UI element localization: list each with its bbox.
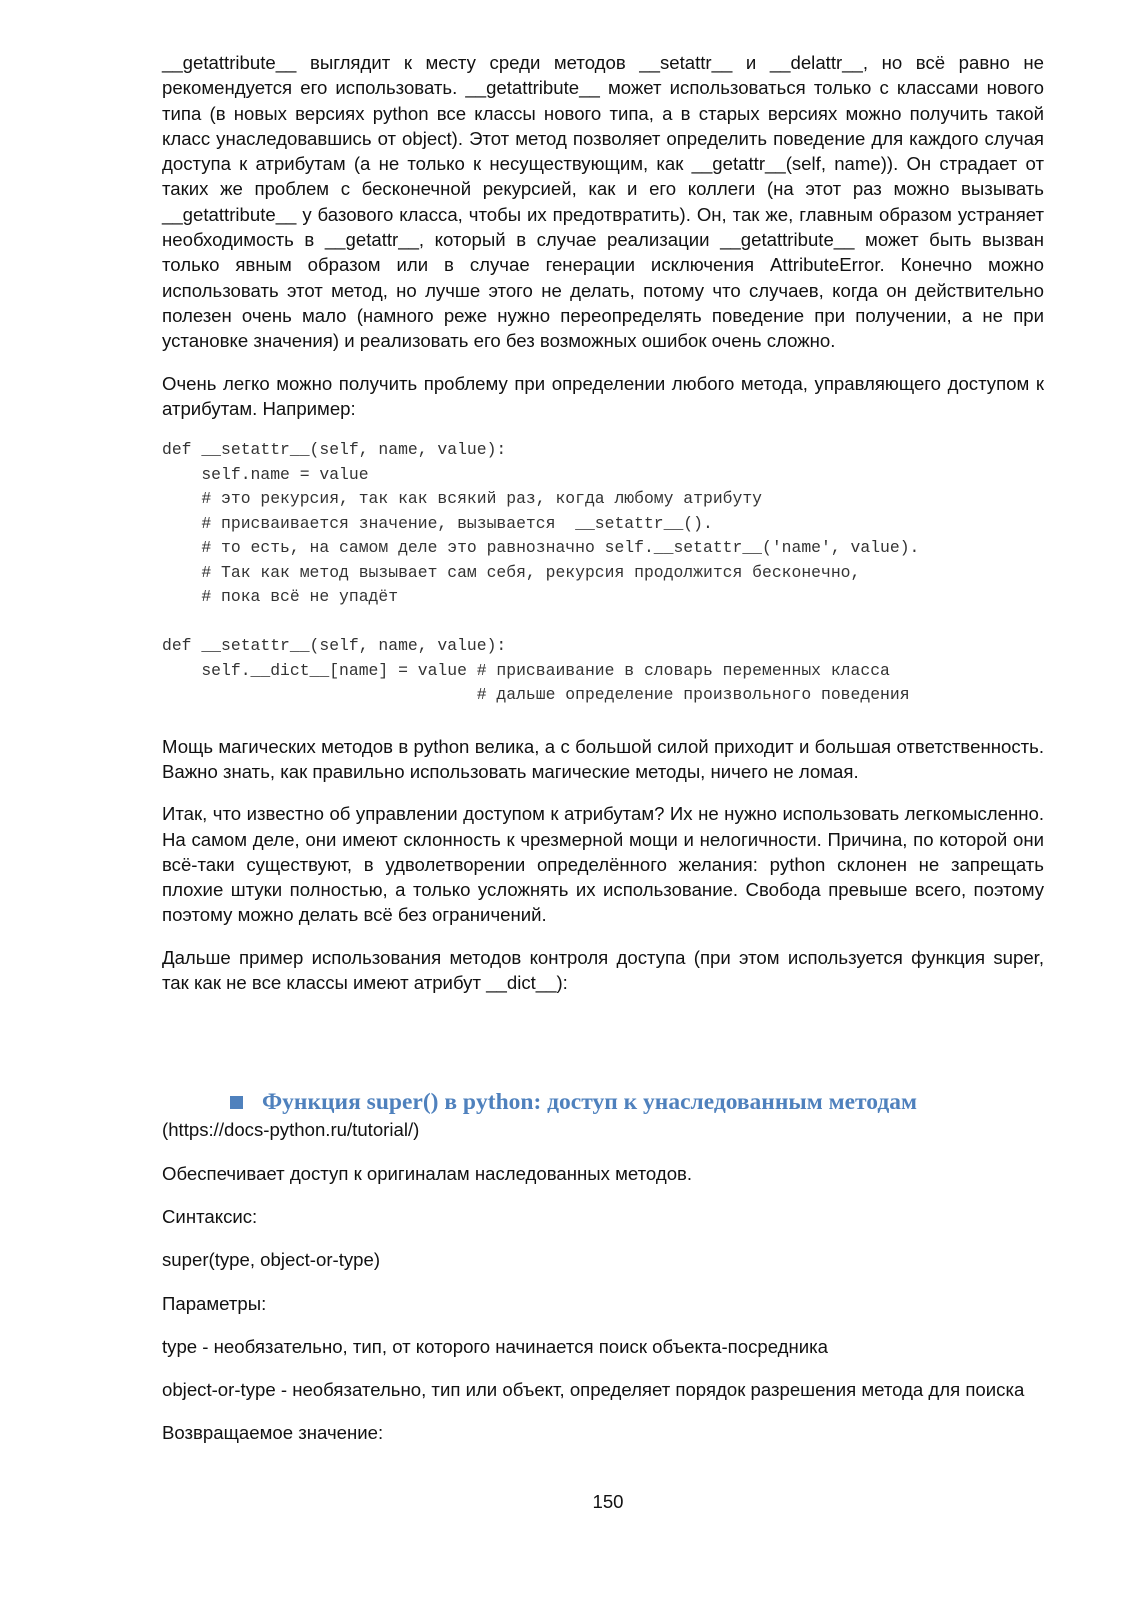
- paragraph-description: Обеспечивает доступ к оригиналам наследованных методов.: [162, 1162, 693, 1184]
- paragraph-getattribute: __getattribute__ выглядит к месту среди методов __setattr__ и __delattr__, но всё равно не рекомендуется его использовать. __getattribute__ может использоваться только с классами нового типа (в новых версиях python все классы нового типа, а в старых версиях можно получить такой класс унаследовавшись от object). Этот метод позволяет определить поведение для каждого случая доступа к атрибутам (а не только к несуществующим, как __getattr__(self, name)). Он страдает от таких же проблем с бесконечной рекурсией, как и его коллеги (на этот раз можно вызывать __getattribute__ у базового класса, чтобы их предотвратить). Он, так же, главным образом устраняет необходимость в __getattr__, который в случае реализации __getattribute__ может быть вызван только явным образом или в случае генерации исключения AttributeError. Конечно можно использовать этот метод, но лучше этого не делать, потому что случаев, когда он действительно полезен очень мало (намного реже нужно переопределять поведение при получении, а не при установке значения) и реализовать его без возможных ошибок очень сложно.: [162, 52, 1044, 352]
- paragraph-access-example: Дальше пример использования методов контроля доступа (при этом используется функция super, так как не все классы имеют атрибут __dict__):: [162, 946, 1044, 994]
- param-object-or-type: object-or-type - необязательно, тип или объект, определяет порядок разрешения метода для поиска: [162, 1379, 1025, 1401]
- section-heading-text: Функция super() в python: доступ к унаследованным методам: [262, 1089, 918, 1116]
- return-value-label: Возвращаемое значение:: [162, 1422, 384, 1444]
- syntax-label: Синтаксис:: [162, 1205, 258, 1227]
- page-number: 150: [592, 1491, 624, 1512]
- paragraph-attribute-access: Итак, что известно об управлении доступом к атрибутам? Их не нужно использовать легкомысленно. На самом деле, они имеют склонность к чрезмерной мощи и нелогичности. Причина, по которой они всё-таки существуют, в удволетворении определённого желания: python склонен не запрещать плохие штуки полностью, а только усложнять их использование. Свобода превыше всего, поэтому поэтому можно делать всё без ограничений.: [162, 803, 1044, 926]
- paragraph-example-intro: Очень легко можно получить проблему при определении любого метода, управляющего доступом к атрибутам. Например:: [162, 372, 1044, 419]
- square-bullet-icon: [230, 1096, 243, 1109]
- param-type: type - необязательно, тип, от которого начинается поиск объекта-посредника: [162, 1335, 829, 1357]
- source-link: (https://docs-python.ru/tutorial/): [162, 1119, 420, 1141]
- syntax-signature: super(type, object-or-type): [162, 1249, 381, 1271]
- code-block-setattr: def __setattr__(self, name, value): self.name = value # это рекурсия, так как всякий раз, когда любому атрибуту # присваивается значение, вызывается __setattr__(). # то есть, на самом деле это равнозначно self.__setattr__('name', value). # Так как метод вызывает сам себя, рекурсия продолжится бесконечно, # пока всё не упадёт def __setattr__(self, name, value): self.__dict__[name] = value # присваивание в словарь переменных класса # дальше определение произвольного поведения: [162, 440, 920, 705]
- parameters-label: Параметры:: [162, 1292, 267, 1314]
- page-content: [162, 50, 1044, 1464]
- section-heading: [230, 1087, 1044, 1117]
- paragraph-magic-power: Мощь магических методов в python велика, а с большой силой приходит и большая ответственность. Важно знать, как правильно использовать магические методы, ничего не ломая.: [162, 735, 1044, 782]
